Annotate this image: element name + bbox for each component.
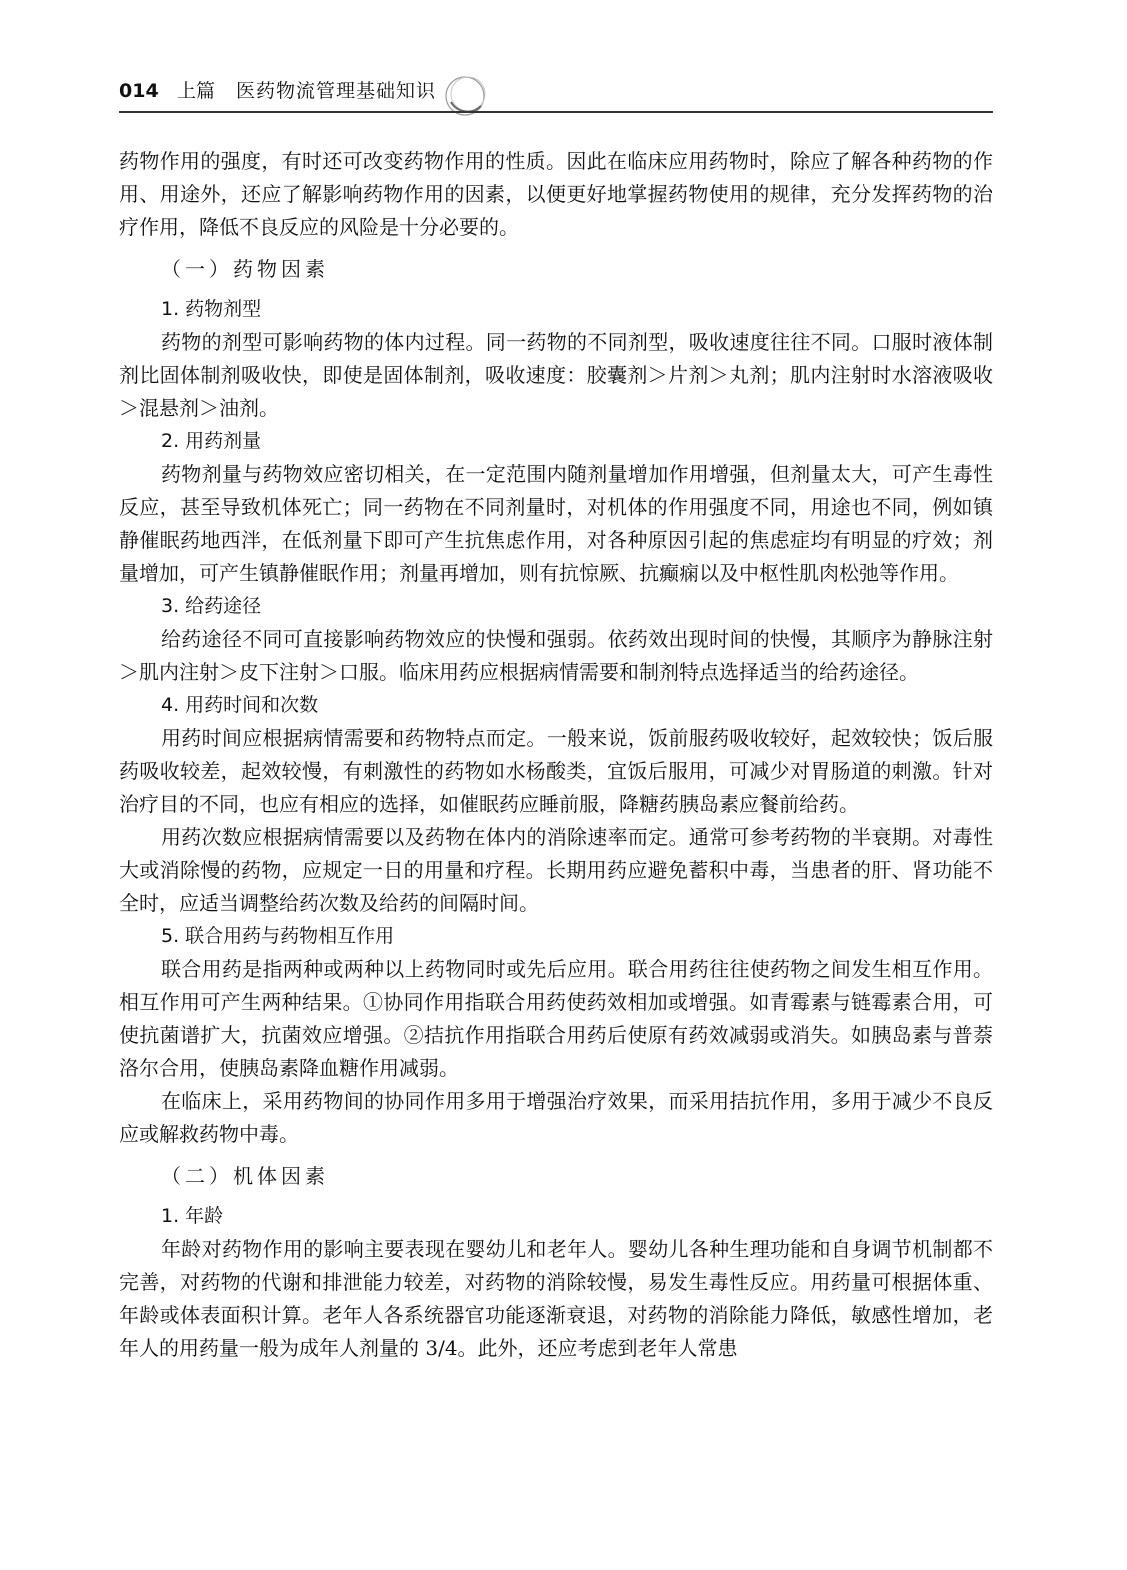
section-heading: （一）药物因素: [161, 257, 329, 281]
running-header: [119, 76, 993, 112]
paragraph: 在临床上，采用药物间的协同作用多用于增强治疗效果，而采用拮抗作用，多用于减少不良反应或解救药物中毒。: [119, 1089, 993, 1146]
subsection-heading: 2. 用药剂量: [161, 430, 262, 452]
subsection-heading: 1. 药物剂型: [161, 298, 262, 320]
paragraph: 用药时间应根据病情需要和药物特点而定。一般来说，饭前服药吸收较好，起效较快；饭后服药吸收较差，起效较慢，有刺激性的药物如水杨酸类，宜饭后服用，可减少对胃肠道的刺激。针对治疗目的不同，也应有相应的选择，如催眠药应睡前服，降糖药胰岛素应餐前给药。: [119, 726, 993, 816]
header-rule: [119, 111, 993, 113]
paragraph: 药物剂量与药物效应密切相关，在一定范围内随剂量增加作用增强，但剂量太大，可产生毒性反应，甚至导致机体死亡；同一药物在不同剂量时，对机体的作用强度不同，用途也不同，例如镇静催眠药地西泮，在低剂量下即可产生抗焦虑作用，对各种原因引起的焦虑症均有明显的疗效；剂量增加，可产生镇静催眠作用；剂量再增加，则有抗惊厥、抗癫痫以及中枢性肌肉松弛等作用。: [119, 462, 993, 585]
subsection-heading: 4. 用药时间和次数: [161, 694, 319, 716]
paragraph: 用药次数应根据病情需要以及药物在体内的消除速率而定。通常可参考药物的半衰期。对毒性大或消除慢的药物，应规定一日的用量和疗程。长期用药应避免蓄积中毒，当患者的肝、肾功能不全时，应适当调整给药次数及给药的间隔时间。: [119, 825, 993, 915]
subsection-heading: 3. 给药途径: [161, 595, 262, 617]
page-number: 014: [119, 80, 159, 102]
paragraph: 给药途径不同可直接影响药物效应的快慢和强弱。依药效出现时间的快慢，其顺序为静脉注射＞肌内注射＞皮下注射＞口服。临床用药应根据病情需要和制剂特点选择适当的给药途径。: [119, 627, 993, 684]
paragraph: 联合用药是指两种或两种以上药物同时或先后应用。联合用药往往使药物之间发生相互作用。相互作用可产生两种结果。①协同作用指联合用药使药效相加或增强。如青霉素与链霉素合用，可使抗菌谱扩大，抗菌效应增强。②拮抗作用指联合用药后使原有药效减弱或消失。如胰岛素与普萘洛尔合用，使胰岛素降血糖作用减弱。: [119, 957, 993, 1080]
paragraph: 年龄对药物作用的影响主要表现在婴幼儿和老年人。婴幼儿各种生理功能和自身调节机制都不完善，对药物的代谢和排泄能力较差，对药物的消除较慢，易发生毒性反应。用药量可根据体重、年龄或体表面积计算。老年人各系统器官功能逐渐衰退，对药物的消除能力降低，敏感性增加，老年人的用药量一般为成年人剂量的 3/4。此外，还应考虑到老年人常患: [119, 1237, 993, 1360]
main-text: [119, 145, 993, 1365]
section-heading: （二）机体因素: [161, 1164, 329, 1188]
paragraph: 药物的剂型可影响药物的体内过程。同一药物的不同剂型，吸收速度往往不同。口服时液体制剂比固体制剂吸收快，即使是固体制剂，吸收速度：胶囊剂＞片剂＞丸剂；肌内注射时水溶液吸收＞混悬剂＞油剂。: [119, 330, 993, 420]
book-title: 医药物流管理基础知识: [236, 80, 437, 102]
subsection-heading: 5. 联合用药与药物相互作用: [161, 925, 395, 947]
part-label: 上篇: [177, 80, 216, 102]
paragraph: 药物作用的强度，有时还可改变药物作用的性质。因此在临床应用药物时，除应了解各种药物的作用、用途外，还应了解影响药物作用的因素，以便更好地掌握药物使用的规律，充分发挥药物的治疗作用，降低不良反应的风险是十分必要的。: [119, 149, 993, 239]
subsection-heading: 1. 年龄: [161, 1205, 224, 1227]
